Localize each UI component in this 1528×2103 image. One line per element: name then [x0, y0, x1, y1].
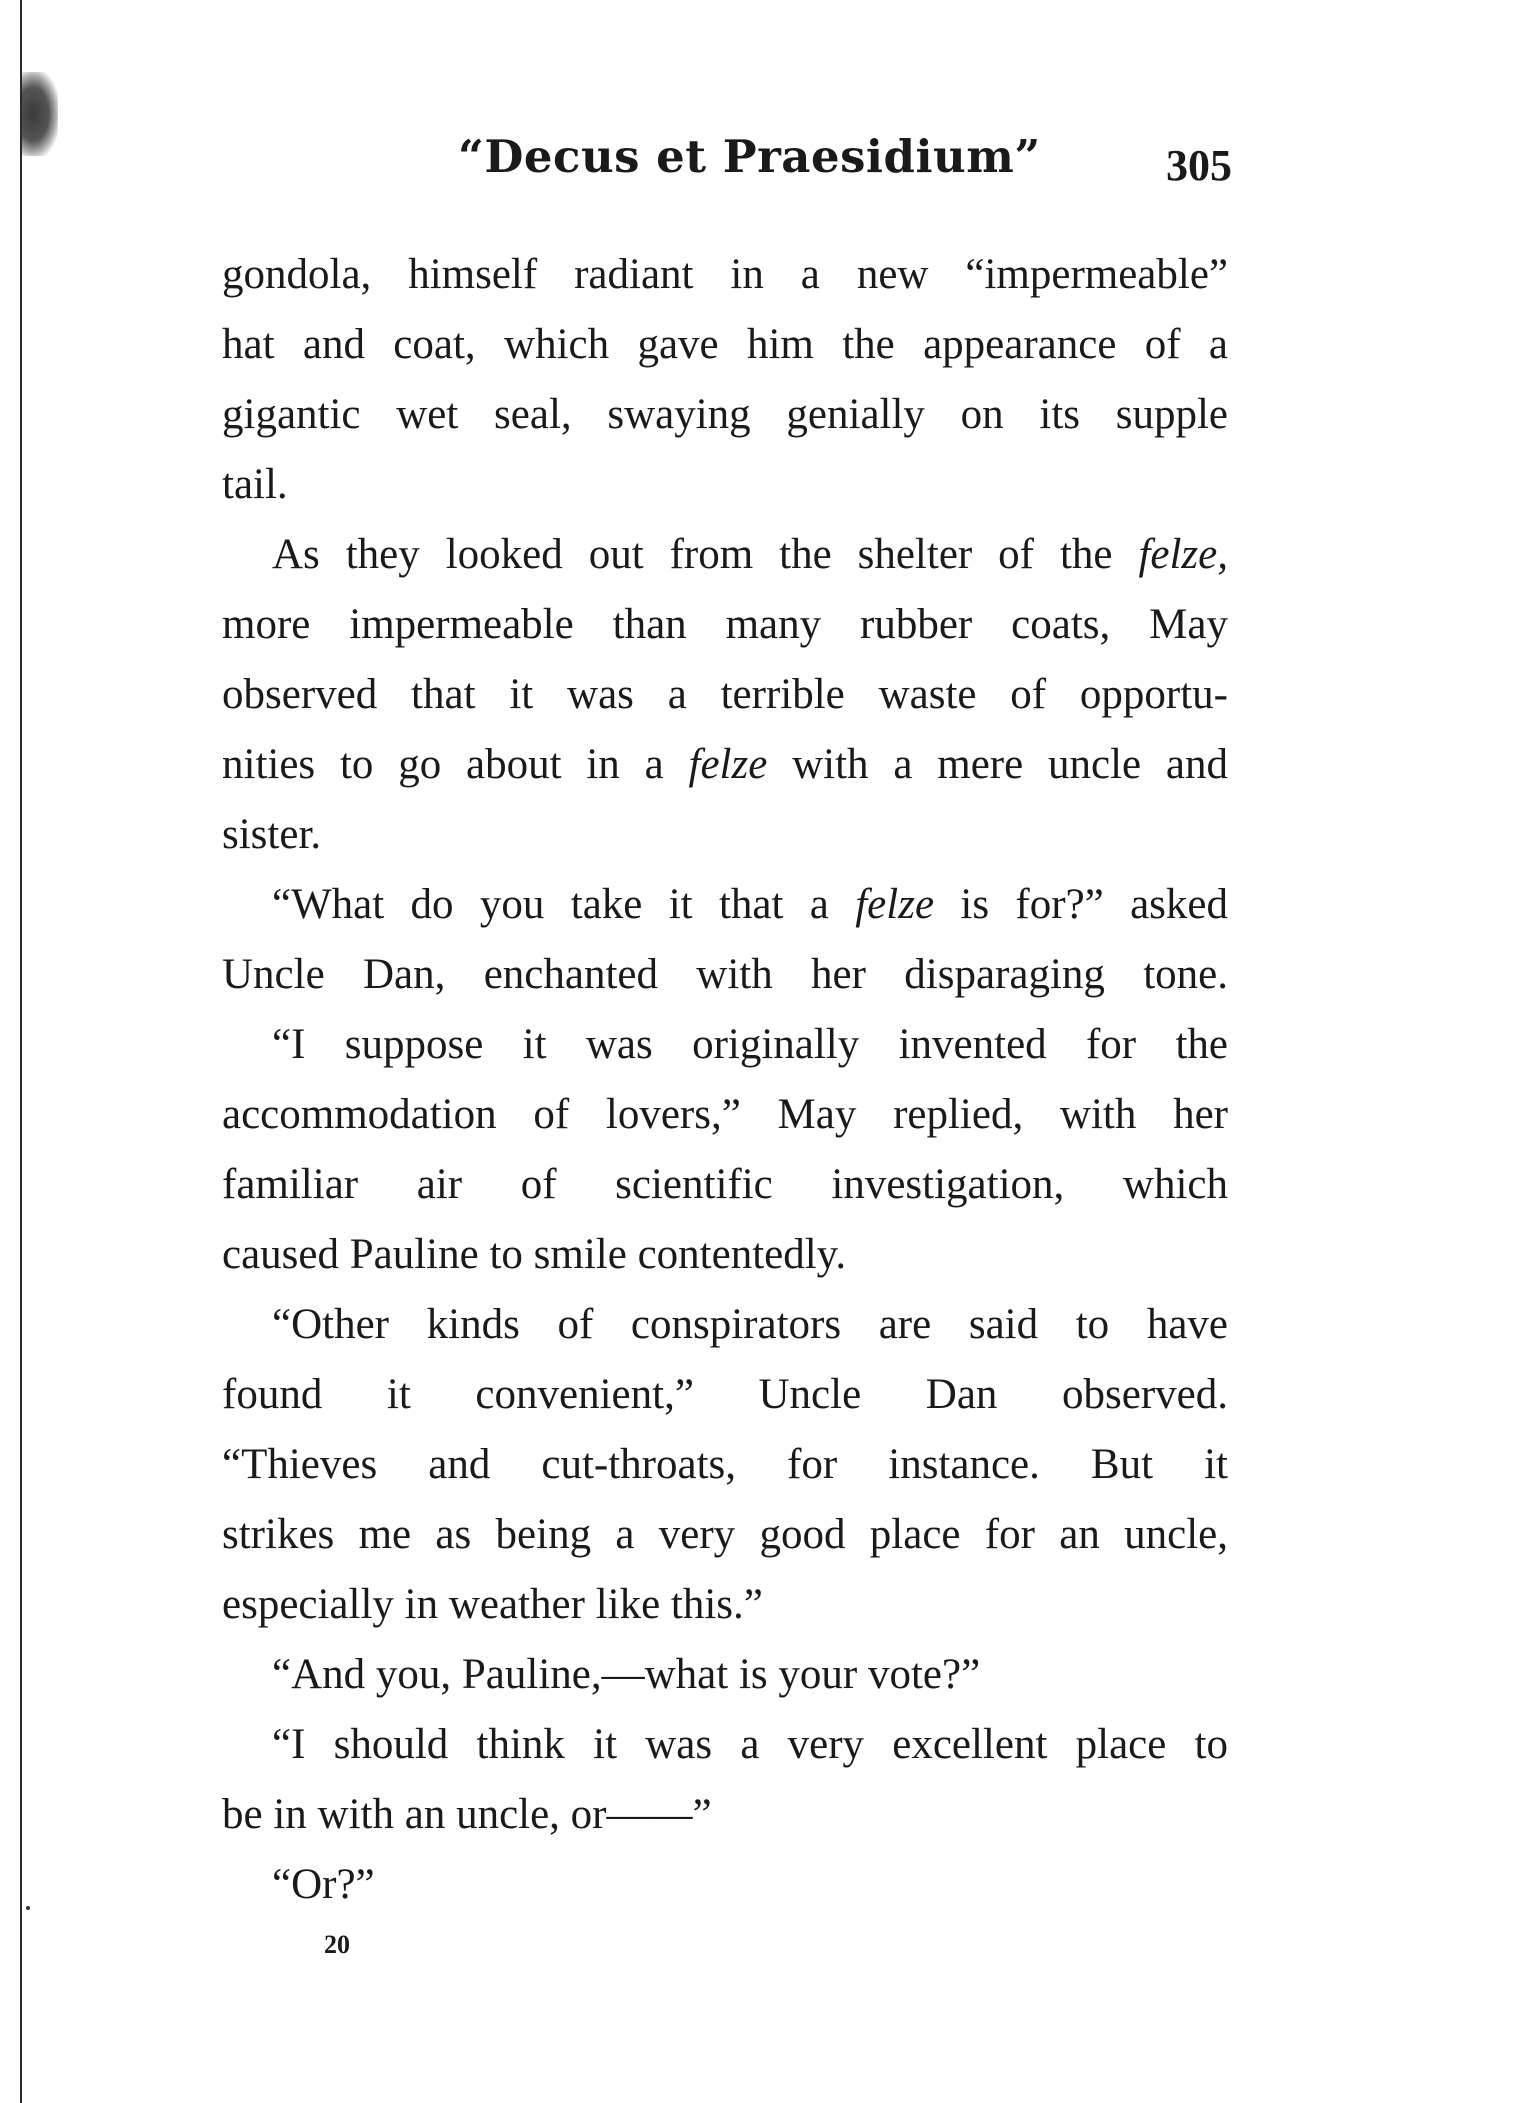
text-line: “And you, Pauline,—what is your vote?” — [272, 1651, 981, 1698]
text-line: “Other kinds of conspirators are said to have — [272, 1301, 1228, 1348]
text-line: accommodation of lovers,” May replied, with her — [222, 1091, 1228, 1138]
text-line: Uncle Dan, enchanted with her disparaging tone. — [222, 951, 1228, 998]
page-edge-line — [20, 0, 22, 2103]
text-line: “Or?” — [272, 1861, 375, 1908]
text-line: observed that it was a terrible waste of opportu- — [222, 671, 1228, 718]
text-line: sister. — [222, 811, 322, 858]
body-text — [222, 240, 1228, 1920]
running-title: “Decus et Praesidium” — [458, 130, 1041, 183]
text-line: hat and coat, which gave him the appearance of a — [222, 321, 1228, 368]
text-line: “Thieves and cut-throats, for instance. But it — [222, 1441, 1228, 1488]
text-line: be in with an uncle, or——” — [222, 1791, 712, 1838]
text-line: gondola, himself radiant in a new “impermeable” — [222, 251, 1228, 298]
text-line: tail. — [222, 461, 288, 508]
text-line: “I should think it was a very excellent place to — [272, 1721, 1228, 1768]
text-line: gigantic wet seal, swaying genially on its supple — [222, 391, 1228, 438]
text-line: nities to go about in a felze with a mere uncle and — [222, 741, 1228, 788]
text-line: “What do you take it that a felze is for?” asked — [272, 881, 1228, 928]
text-line: As they looked out from the shelter of the felze, — [272, 531, 1228, 578]
binding-ink-mark — [22, 72, 58, 156]
text-line: “I suppose it was originally invented for the — [272, 1021, 1228, 1068]
text-line: caused Pauline to smile contentedly. — [222, 1231, 847, 1278]
text-line: found it convenient,” Uncle Dan observed. — [222, 1371, 1228, 1418]
text-line: especially in weather like this.” — [222, 1581, 763, 1628]
text-line: familiar air of scientific investigation, which — [222, 1161, 1228, 1208]
margin-speck — [26, 1906, 30, 1910]
signature-mark: 20 — [324, 1930, 350, 1959]
text-line: strikes me as being a very good place for an uncle, — [222, 1511, 1228, 1558]
text-line: more impermeable than many rubber coats, May — [222, 601, 1228, 648]
page-number: 305 — [1166, 141, 1232, 190]
